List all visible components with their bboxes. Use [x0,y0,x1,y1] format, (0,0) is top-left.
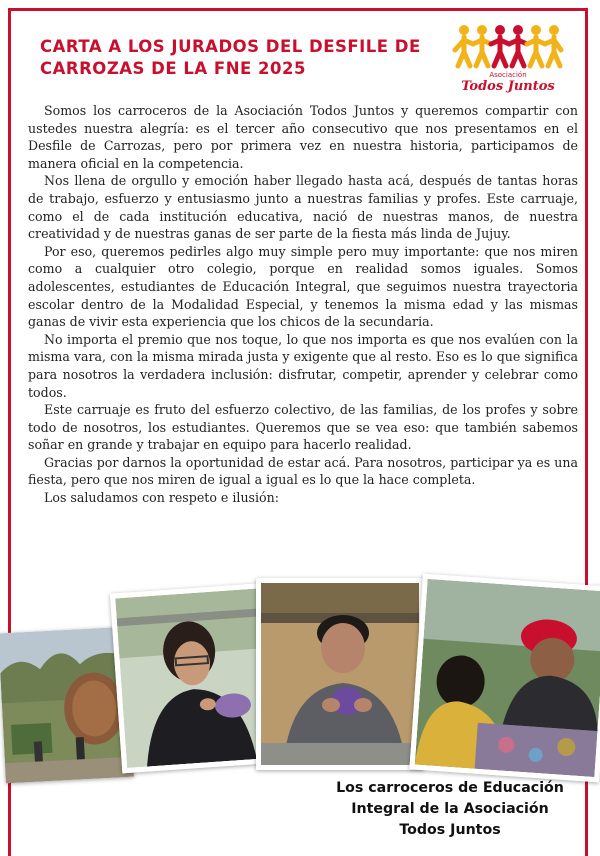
page-title [40,36,420,80]
letter-paragraph: Somos los carroceros de la Asociación Todos Juntos y queremos compartir con ustedes nuestra alegría: es el tercer año consecutivo que nos presentamos en el Desfile de Carrozas, pero por primera vez en nuestra historia, participamos de manera oficial en la competencia. [28,103,578,171]
photo-students-decorating [409,574,600,783]
letter-paragraph: Nos llena de orgullo y emoción haber llegado hasta acá, después de tantas horas de trabajo, esfuerzo y entusiasmo junto a nuestras familias y profes. Este carruaje, como el de cada institución educativa, nació de nuestras manos, de nuestra creatividad y de nuestras ganas de ser parte de la fiesta más linda de Jujuy. [28,173,578,242]
title-line-2: CARROZAS DE LA FNE 2025 [40,59,306,78]
letter-body [28,102,578,507]
letter-paragraph: Por eso, queremos pedirles algo muy simple pero muy importante: que nos miren como a cualquier otro colegio, porque en realidad somos iguales. Somos adolescentes, estudiantes de Educación Integral, que seguimos nuestra trayectoria escolar dentro de la Modalidad Especial, y tenemos la misma edad y las mismas ganas de vivir esta experiencia que los chicos de la secundaria. [28,243,578,330]
letter-paragraph: No importa el premio que nos toque, lo que nos importa es que nos evalúen con la misma vara, con la misma mirada justa y exigente que al resto. Eso es lo que significa para nosotros la verdadera inclusión: disfrutar, competir, aprender y celebrar como todos. [28,331,578,400]
letter-paragraph: Este carruaje es fruto del esfuerzo colectivo, de las familias, de los profes y sobre todo de nosotros, los estudiantes. Queremos que se vea eso: que también sabemos soñar en grande y trabajar en equipo para hacerlo realidad. [28,402,578,453]
signature-block [300,778,600,841]
signature-line-1: Los carroceros de Educación [336,780,564,796]
logo-name: Todos Juntos [461,79,555,94]
letter-paragraph: Gracias por darnos la oportunidad de estar acá. Para nosotros, participar ya es una fiesta, pero que nos miren de igual a igual es lo que la hace completa. [28,454,578,488]
logo-subtitle: Asociación [489,71,527,79]
association-logo [452,22,564,94]
signature-line-2: Integral de la Asociación [351,801,549,817]
photo-boy-painting [256,578,424,770]
people-holding-hands-icon [452,22,564,72]
letter-paragraph: Los saludamos con respeto e ilusión: [44,490,279,506]
signature-line-3: Todos Juntos [399,822,501,838]
title-line-1: CARTA A LOS JURADOS DEL DESFILE DE [40,37,421,56]
